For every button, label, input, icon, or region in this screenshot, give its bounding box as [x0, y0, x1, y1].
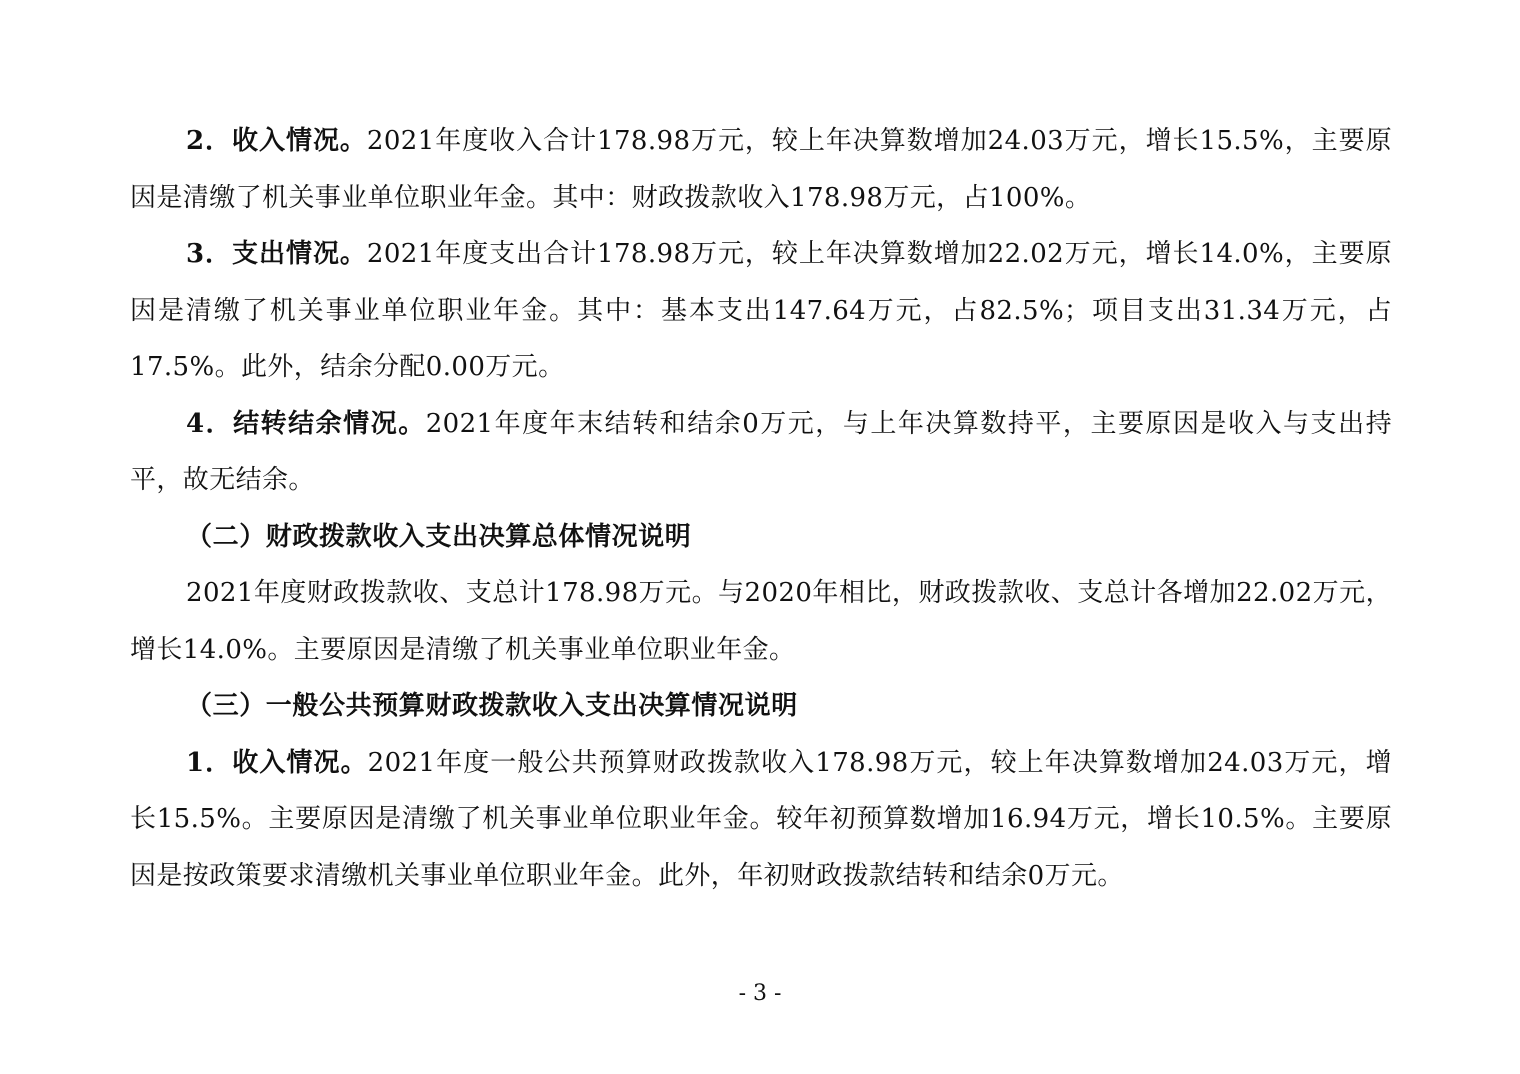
expenditure-paragraph [130, 226, 1392, 396]
section-three-income-paragraph [130, 735, 1392, 905]
section-three-heading: （三）一般公共预算财政拨款收入支出决算情况说明 [186, 691, 798, 721]
section-three-income-heading: 1．收入情况。 [186, 747, 368, 778]
income-paragraph [130, 113, 1392, 226]
page-number: - 3 - [738, 981, 782, 1006]
carryover-heading: 4．结转结余情况。 [186, 408, 426, 439]
section-three-income-text: 2021年度一般公共预算财政拨款收入178.98万元，较上年决算数增加24.03万元，增长15.5%。主要原因是清缴了机关事业单位职业年金。较年初预算数增加16.94万元，增长10.5%。主要原因是按政策要求清缴机关事业单位职业年金。此外，年初财政拨款结转和结余0万元。 [130, 747, 1392, 891]
section-two-paragraph: 2021年度财政拨款收、支总计178.98万元。与2020年相比，财政拨款收、支总计各增加22.02万元，增长14.0%。主要原因是清缴了机关事业单位职业年金。 [130, 578, 1392, 665]
document-body [130, 113, 1392, 904]
expenditure-text: 2021年度支出合计178.98万元，较上年决算数增加22.02万元，增长14.0%，主要原因是清缴了机关事业单位职业年金。其中：基本支出147.64万元，占82.5%；项目支出31.34万元，占17.5%。此外，结余分配0.00万元。 [130, 239, 1392, 382]
expenditure-heading: 3．支出情况。 [186, 239, 367, 269]
section-two-heading: （二）财政拨款收入支出决算总体情况说明 [186, 521, 692, 552]
carryover-text: 2021年度年末结转和结余0万元，与上年决算数持平，主要原因是收入与支出持平，故无结余。 [130, 408, 1392, 495]
carryover-paragraph [130, 396, 1392, 509]
income-text: 2021年度收入合计178.98万元，较上年决算数增加24.03万元，增长15.5%，主要原因是清缴了机关事业单位职业年金。其中：财政拨款收入178.98万元，占100%。 [130, 126, 1392, 213]
income-heading: 2．收入情况。 [186, 126, 367, 156]
